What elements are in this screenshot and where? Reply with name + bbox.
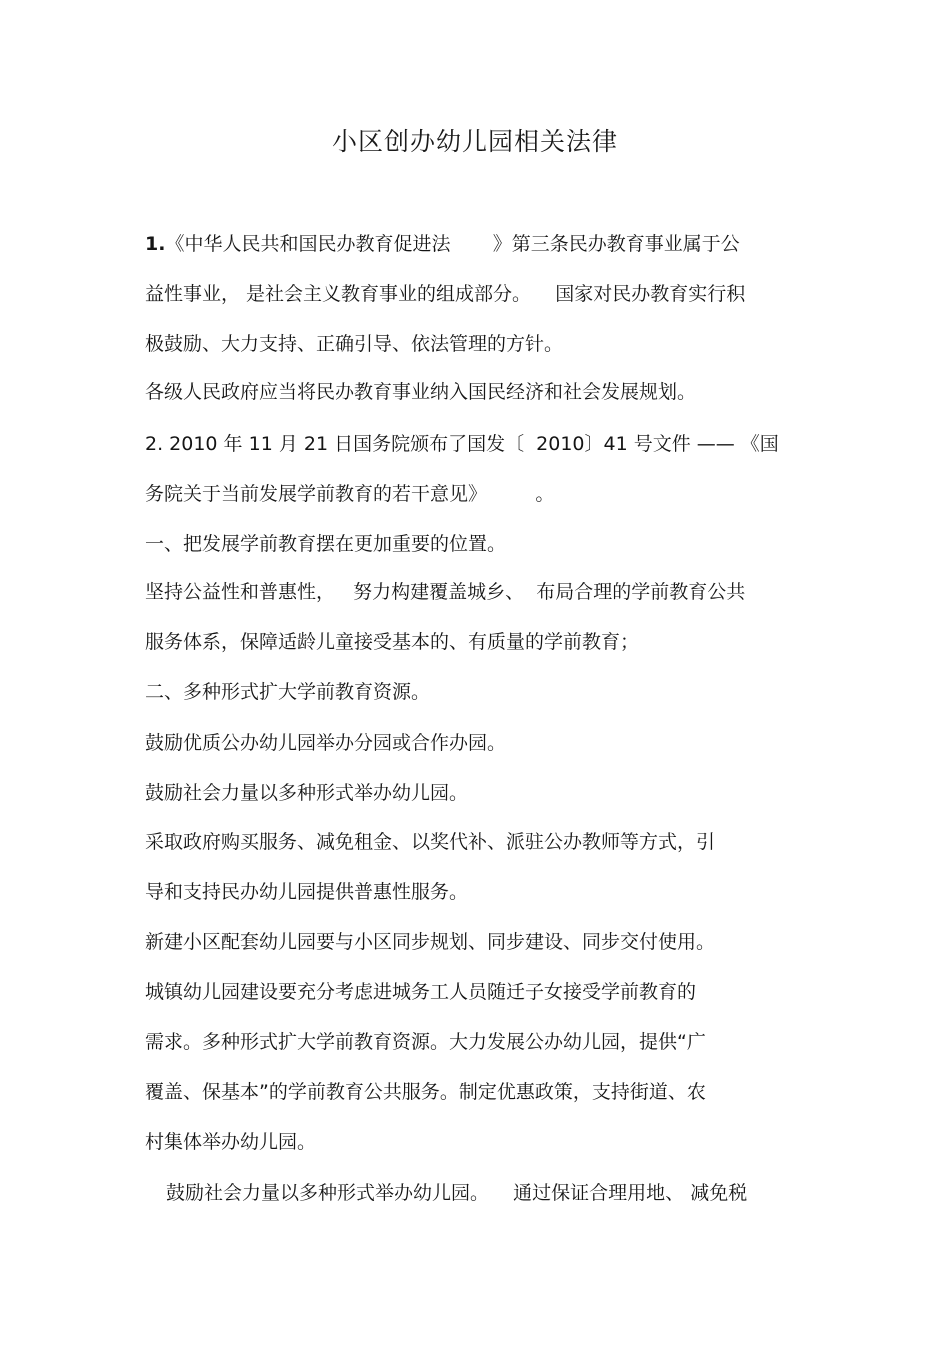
paragraph-line-14: 导和支持民办幼儿园提供普惠性服务。 [145,881,469,903]
paragraph-line-20: 鼓励社会力量以多种形式举办幼儿园。 通过保证合理用地、 减免税 [166,1182,748,1204]
section-heading-2: 二、多种形式扩大学前教育资源。 [145,681,431,703]
paragraph-line-18: 覆盖、保基本”的学前教育公共服务。制定优惠政策，支持街道、农 [145,1081,706,1103]
paragraph-line-9: 服务体系，保障适龄儿童接受基本的、有质量的学前教育； [145,631,640,653]
paragraph-line-4: 各级人民政府应当将民办教育事业纳入国民经济和社会发展规划。 [145,381,697,403]
paragraph-line-3: 极鼓励、大力支持、正确引导、依法管理的方针。 [145,333,564,355]
paragraph-line-11: 鼓励优质公办幼儿园举办分园或合作办园。 [145,732,507,754]
paragraph-line-6: 务院关于当前发展学前教育的若干意见》 。 [145,483,555,505]
paragraph-line-2: 益性事业， 是社会主义教育事业的组成部分。 国家对民办教育实行积 [145,283,746,305]
paragraph-line-19: 村集体举办幼儿园。 [145,1131,317,1153]
paragraph-line-12: 鼓励社会力量以多种形式举办幼儿园。 [145,782,469,804]
paragraph-line-16: 城镇幼儿园建设要充分考虑进城务工人员随迁子女接受学前教育的 [145,981,697,1003]
section-heading-1: 一、把发展学前教育摆在更加重要的位置。 [145,533,507,555]
item-number: 1. [145,233,166,255]
paragraph-line-1 [145,232,740,256]
paragraph-line-5: 2. 2010 年 11 月 21 日国务院颁布了国发〔 2010〕41 号文件 —— 《国 [145,433,779,455]
paragraph-line-8: 坚持公益性和普惠性， 努力构建覆盖城乡、 布局合理的学前教育公共 [145,581,746,603]
paragraph-line-15: 新建小区配套幼儿园要与小区同步规划、同步建设、同步交付使用。 [145,931,716,953]
paragraph-line-17: 需求。多种形式扩大学前教育资源。大力发展公办幼儿园，提供“广 [145,1031,706,1053]
line-text: 《中华人民共和国民办教育促进法 》第三条民办教育事业属于公 [165,233,740,255]
document-title: 小区创办幼儿园相关法律 [331,127,618,156]
paragraph-line-13: 采取政府购买服务、减免租金、以奖代补、派驻公办教师等方式，引 [145,831,716,853]
